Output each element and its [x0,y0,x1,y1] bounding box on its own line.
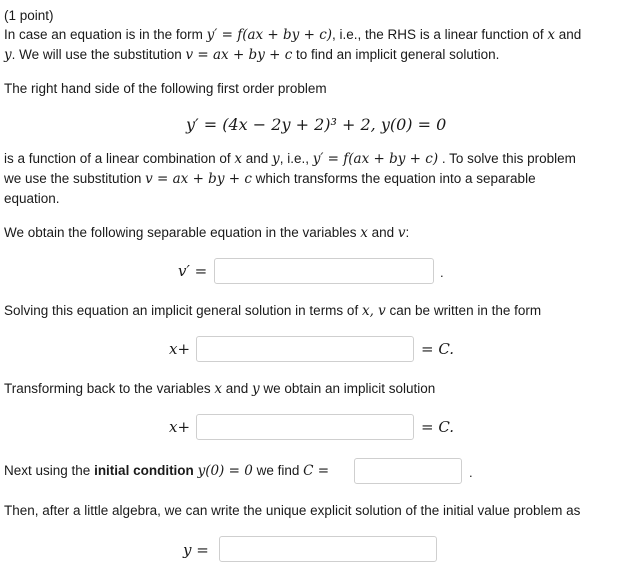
points-label: (1 point) [4,8,54,23]
constant-c-input[interactable] [354,458,462,484]
general-label: x+ [169,340,191,358]
general-solution-input[interactable] [196,336,414,362]
para2-line-1: is a function of a linear combination of x and y, i.e., y′ = f(ax + by + c) . To solve this problem [4,151,576,167]
separable-label: v′ = [178,262,208,280]
implicit-label: x+ [169,418,191,436]
separable-answer-input[interactable] [214,258,434,284]
initial-text: Next using the initial condition y(0) = 0 we find C = [4,463,330,479]
general-rhs: = C. [421,340,455,358]
para2-line-3: equation. [4,191,60,206]
para2-line-2: we use the substitution v = ax + by + c which transforms the equation into a separable [4,171,536,187]
explicit-label: y = [183,541,209,559]
problem-equation: y′ = (4x − 2y + 2)³ + 2, y(0) = 0 [186,115,447,134]
back-text: Transforming back to the variables x and y we obtain an implicit solution [4,381,436,397]
final-text: Then, after a little algebra, we can write the unique explicit solution of the initial value problem as [4,503,581,518]
intro-line-1: In case an equation is in the form y′ = f(ax + by + c), i.e., the RHS is a linear function of x and [4,27,582,43]
separable-text: We obtain the following separable equation in the variables x and v: [4,225,410,241]
separable-period: . [440,265,444,280]
constant-period: . [469,465,473,480]
solve-text: Solving this equation an implicit general solution in terms of x, v can be written in the form [4,303,542,319]
implicit-solution-input[interactable] [196,414,414,440]
problem-text: The right hand side of the following first order problem [4,81,327,96]
implicit-rhs: = C. [421,418,455,436]
explicit-solution-input[interactable] [219,536,437,562]
intro-line-2: y. We will use the substitution v = ax + by + c to find an implicit general solution. [4,47,500,63]
